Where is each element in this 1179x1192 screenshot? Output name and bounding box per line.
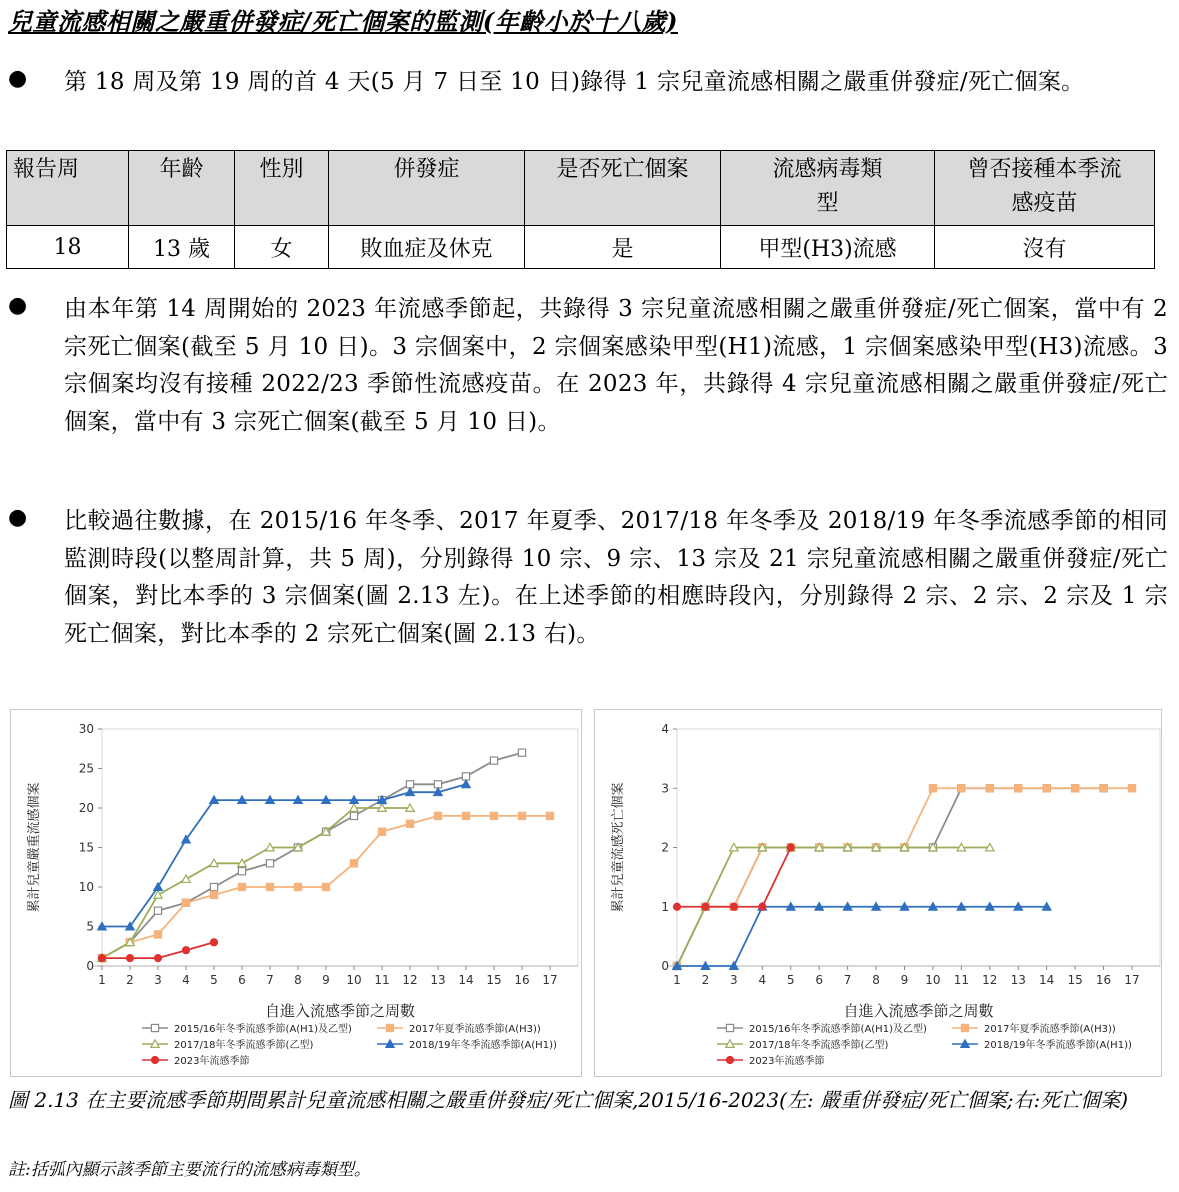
x-tick-label: 13 <box>430 973 446 987</box>
data-point <box>182 875 190 883</box>
y-tick-label: 10 <box>78 880 94 894</box>
x-tick-label: 16 <box>514 973 530 987</box>
x-tick-label: 7 <box>266 973 274 987</box>
legend-marker <box>726 1056 733 1063</box>
x-tick-label: 15 <box>486 973 502 987</box>
legend-marker <box>386 1024 393 1031</box>
header-virus-type <box>721 151 935 226</box>
data-point <box>322 883 329 890</box>
x-tick-label: 12 <box>402 973 418 987</box>
x-tick-label: 1 <box>673 973 681 987</box>
x-tick-label: 8 <box>872 973 880 987</box>
data-point <box>98 955 105 962</box>
data-point <box>266 860 273 867</box>
x-tick-label: 4 <box>182 973 190 987</box>
x-tick-label: 5 <box>786 973 795 987</box>
data-point <box>182 947 189 954</box>
data-point <box>210 891 217 898</box>
legend-label: 2023年流感季節 <box>749 1056 825 1067</box>
data-point <box>350 860 357 867</box>
x-tick-label: 9 <box>900 973 909 987</box>
x-tick-label: 12 <box>982 973 998 987</box>
x-tick-label: 13 <box>1010 973 1026 987</box>
legend-label: 2015/16年冬季流感季節(A(H1)及乙型) <box>174 1024 352 1035</box>
chart-left-panel <box>10 709 582 1077</box>
chart-right-panel <box>594 709 1162 1077</box>
data-point <box>673 903 680 910</box>
series-line <box>677 848 791 907</box>
x-tick-label: 11 <box>953 973 970 987</box>
x-tick-label: 17 <box>1124 973 1140 987</box>
y-tick-label: 0 <box>661 959 669 973</box>
cell-age: 13 歲 <box>129 226 235 269</box>
paragraph-2: 由本年第 14 周開始的 2023 年流感季節起，共錄得 3 宗兒童流感相關之嚴重併發症/死亡個案，當中有 2 宗死亡個案(截至 5 月 10 日)。3 宗個案中，2 宗個案感染甲型(H1)流感，1 宗個案感染甲型(H3)流感。3 宗個案均沒有接種 2022/23 季節性流感疫苗。在 2023 年，共錄得 4 宗兒童流感相關之嚴重併發症/死亡個案，當中有 3 宗死亡個案(截至 5 月 10 日)。 <box>64 296 1168 435</box>
header-virus-type-text: 流感病毒類型 <box>772 157 883 216</box>
data-point <box>730 903 737 910</box>
y-tick-label: 15 <box>78 840 94 855</box>
data-point <box>1072 785 1079 792</box>
data-point <box>154 931 161 938</box>
data-point <box>238 883 245 890</box>
cell-sex: 女 <box>235 226 329 269</box>
x-tick-label: 14 <box>458 973 474 987</box>
y-axis-label: 累計兒童流感死亡個案 <box>611 782 626 913</box>
paragraph-1: 第 18 周及第 19 周的首 4 天(5 月 7 日至 10 日)錄得 1 宗兒童流感相關之嚴重併發症/死亡個案。 <box>64 69 1085 95</box>
legend-label: 2018/19年冬季流感季節(A(H1)) <box>409 1040 557 1051</box>
data-point <box>350 812 357 819</box>
cell-virus-type: 甲型(H3)流感 <box>721 226 935 269</box>
x-tick-label: 4 <box>758 973 767 987</box>
x-tick-label: 9 <box>322 973 330 987</box>
legend-marker <box>961 1024 968 1031</box>
data-point <box>1100 785 1107 792</box>
data-point <box>210 883 217 890</box>
y-tick-label: 4 <box>661 722 669 736</box>
chart-right <box>595 710 1161 1076</box>
data-point <box>958 785 965 792</box>
data-point <box>378 828 385 835</box>
legend-label: 2023年流感季節 <box>174 1056 250 1067</box>
x-tick-label: 15 <box>1067 973 1083 987</box>
cell-week: 18 <box>7 226 129 269</box>
series-line <box>677 788 1104 966</box>
data-point <box>462 812 469 819</box>
data-point <box>929 785 936 792</box>
legend-label: 2017年夏季流感季節(A(H3)) <box>409 1024 541 1035</box>
data-point <box>182 899 189 906</box>
cell-fatal: 是 <box>525 226 721 269</box>
y-tick-label: 3 <box>661 781 669 796</box>
x-tick-label: 17 <box>542 973 558 987</box>
data-point <box>1128 785 1135 792</box>
legend-label: 2018/19年冬季流感季節(A(H1)) <box>984 1040 1132 1051</box>
legend-label: 2017年夏季流感季節(A(H3)) <box>984 1024 1116 1035</box>
cell-vaccinated: 沒有 <box>935 226 1155 269</box>
header-week: 報告周 <box>7 151 129 226</box>
x-tick-label: 6 <box>238 973 246 987</box>
header-fatal: 是否死亡個案 <box>525 151 721 226</box>
figure-note: 註:括弧內顯示該季節主要流行的流感病毒類型。 <box>8 1160 371 1180</box>
chart-left <box>11 710 581 1076</box>
data-point <box>406 820 413 827</box>
legend-label: 2017/18年冬季流感季節(乙型) <box>749 1040 889 1051</box>
data-point <box>787 844 794 851</box>
legend-marker <box>151 1024 158 1031</box>
data-point <box>154 907 161 914</box>
data-point <box>490 757 497 764</box>
legend-label: 2015/16年冬季流感季節(A(H1)及乙型) <box>749 1024 927 1035</box>
x-tick-label: 16 <box>1095 973 1112 987</box>
table-row <box>7 226 1155 269</box>
data-point <box>294 883 301 890</box>
section-heading: 兒童流感相關之嚴重併發症/死亡個案的監測(年齡小於十八歲) <box>8 7 678 36</box>
x-tick-label: 8 <box>294 973 302 987</box>
data-point <box>546 812 553 819</box>
plot-area <box>102 729 578 966</box>
x-tick-label: 14 <box>1039 973 1055 987</box>
data-point <box>434 812 441 819</box>
data-point <box>266 883 273 890</box>
data-point <box>702 903 709 910</box>
bullet-dot: ● <box>8 505 28 530</box>
data-point <box>154 955 161 962</box>
x-axis-label: 自進入流感季節之周數 <box>264 1002 416 1020</box>
x-tick-label: 6 <box>815 973 824 987</box>
data-point <box>238 868 245 875</box>
legend-label: 2017/18年冬季流感季節(乙型) <box>174 1040 314 1051</box>
series-line <box>677 788 1132 966</box>
data-point <box>490 812 497 819</box>
data-point <box>759 903 766 910</box>
x-tick-label: 7 <box>843 973 852 987</box>
data-point <box>986 785 993 792</box>
paragraph-3: 比較過往數據，在 2015/16 年冬季、2017 年夏季、2017/18 年冬季及 2018/19 年冬季流感季節的相同監測時段(以整周計算，共 5 周)，分別錄得 10 宗、9 宗、13 宗及 21 宗兒童流感相關之嚴重併發症/死亡個案，對比本季的 3 宗個案(圖 2.13 左)。在上述季節的相應時段內，分別錄得 2 宗、2 宗、2 宗及 1 宗死亡個案，對比本季的 2 宗死亡個案(圖 2.13 右)。 <box>64 508 1168 647</box>
data-point <box>462 780 470 788</box>
legend-marker <box>151 1056 158 1063</box>
y-tick-label: 2 <box>661 840 669 855</box>
bullet-dot: ● <box>8 66 28 91</box>
y-tick-label: 30 <box>78 722 94 736</box>
header-complication: 併發症 <box>329 151 525 226</box>
y-tick-label: 20 <box>78 801 94 815</box>
x-tick-label: 10 <box>925 973 941 987</box>
series-line <box>102 808 410 958</box>
x-tick-label: 11 <box>374 973 390 987</box>
header-vaccinated <box>935 151 1155 226</box>
header-age: 年齡 <box>129 151 235 226</box>
cell-complication: 敗血症及休克 <box>329 226 525 269</box>
x-tick-label: 2 <box>701 973 710 987</box>
data-point <box>210 939 217 946</box>
data-point <box>1015 785 1022 792</box>
x-tick-label: 10 <box>346 973 362 987</box>
bullet-dot: ● <box>8 293 28 318</box>
x-tick-label: 2 <box>126 973 134 987</box>
case-table <box>6 150 1155 269</box>
header-sex: 性別 <box>235 151 329 226</box>
data-point <box>126 955 133 962</box>
y-tick-label: 1 <box>661 899 669 914</box>
data-point <box>518 812 525 819</box>
series-line <box>677 907 1047 966</box>
y-tick-label: 5 <box>86 919 94 934</box>
data-point <box>518 749 525 756</box>
x-tick-label: 3 <box>154 973 162 987</box>
legend-marker <box>726 1024 733 1031</box>
table-header-row <box>7 151 1155 226</box>
figure-caption: 圖 2.13 在主要流感季節期間累計兒童流感相關之嚴重併發症/死亡個案,2015/16-2023(左: 嚴重併發症/死亡個案;右:死亡個案) <box>8 1088 1128 1112</box>
y-tick-label: 0 <box>86 959 94 973</box>
y-tick-label: 25 <box>78 761 94 776</box>
x-tick-label: 3 <box>730 973 738 987</box>
header-vaccinated-text: 曾否接種本季流感疫苗 <box>967 157 1122 216</box>
y-axis-label: 累計兒童嚴重流感個案 <box>27 782 42 913</box>
data-point <box>1043 785 1050 792</box>
x-tick-label: 1 <box>98 973 106 987</box>
data-point <box>154 883 162 891</box>
x-axis-label: 自進入流感季節之周數 <box>843 1002 994 1020</box>
x-tick-label: 5 <box>210 973 218 987</box>
